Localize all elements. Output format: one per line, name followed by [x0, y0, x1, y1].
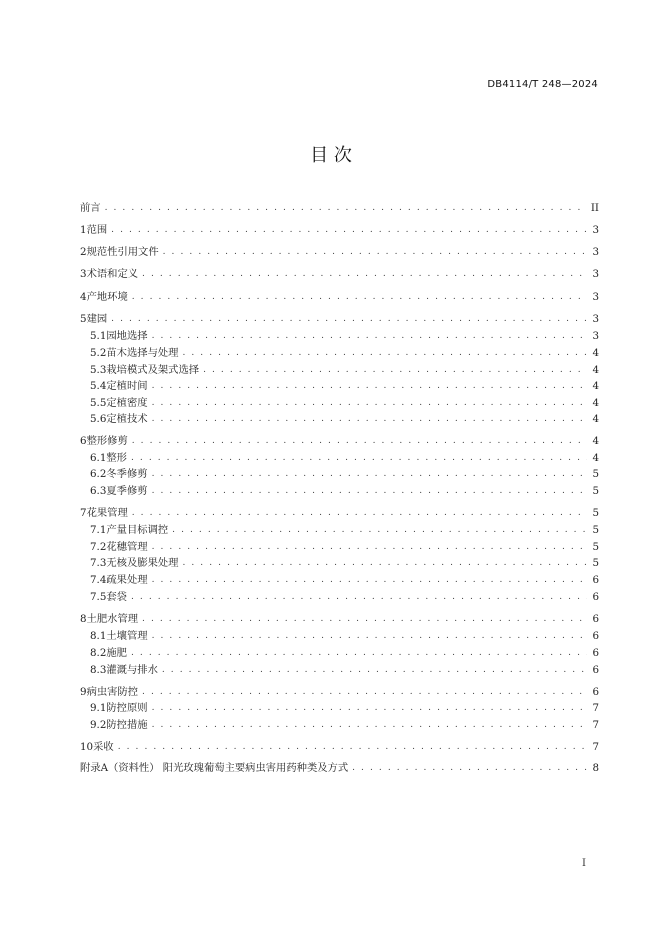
dot-leader: [203, 362, 587, 378]
toc-entry[interactable]: [80, 760, 599, 776]
dot-leader: [182, 345, 587, 361]
toc-entry[interactable]: [80, 362, 599, 378]
toc-entry-number: 7.4: [90, 574, 107, 586]
toc-entry-page: 5: [592, 468, 599, 480]
toc-entry[interactable]: [80, 684, 599, 700]
dot-leader: [162, 662, 587, 678]
toc-entry[interactable]: [80, 266, 599, 282]
toc-entry-label: 栽培模式及架式选择: [106, 364, 200, 376]
toc-entry-page: 3: [592, 224, 599, 236]
toc-entry-number: 8: [80, 613, 87, 625]
toc-entry-page: 6: [592, 591, 599, 603]
toc-entry-number: 1: [80, 224, 87, 236]
toc-entry[interactable]: [80, 289, 599, 305]
toc-entry-page: 3: [592, 291, 599, 303]
dot-leader: [352, 760, 587, 776]
dot-leader: [132, 505, 587, 521]
toc-entry-label: 规范性引用文件: [86, 246, 159, 258]
dot-leader: [182, 555, 587, 571]
dot-leader: [152, 717, 587, 733]
toc-entry-page: 8: [592, 762, 599, 774]
toc-entry-page: 4: [592, 364, 599, 376]
toc-entry-page: 5: [592, 507, 599, 519]
dot-leader: [131, 450, 587, 466]
dot-leader: [163, 244, 587, 260]
toc-entry-number: 7.3: [90, 557, 107, 569]
toc-entry-label: 土壤管理: [106, 630, 148, 642]
toc-entry-label: 病虫害防控: [86, 686, 139, 698]
toc-entry-number: 5.3: [90, 364, 107, 376]
toc-entry-label: 术语和定义: [86, 268, 139, 280]
toc-entry-page: 4: [592, 413, 599, 425]
dot-leader: [111, 311, 587, 327]
toc-entry[interactable]: [80, 378, 599, 394]
toc-entry-number: 8.1: [90, 630, 107, 642]
dot-leader: [152, 466, 587, 482]
toc-entry-number: 6.2: [90, 468, 107, 480]
toc-entry[interactable]: [80, 345, 599, 361]
toc-entry-page: 3: [592, 268, 599, 280]
toc-entry-page: 5: [592, 557, 599, 569]
toc-entry-number: 2: [80, 246, 87, 258]
toc-entry[interactable]: [80, 222, 599, 238]
dot-leader: [105, 200, 587, 216]
dot-leader: [152, 328, 587, 344]
toc-entry[interactable]: [80, 611, 599, 627]
toc-entry-page: 4: [592, 452, 599, 464]
toc-entry[interactable]: [80, 483, 599, 499]
toc-entry[interactable]: [80, 572, 599, 588]
toc-entry[interactable]: [80, 628, 599, 644]
dot-leader: [152, 483, 587, 499]
dot-leader: [152, 539, 587, 555]
toc-entry-number: 5.5: [90, 397, 107, 409]
toc-entry-page: 3: [592, 313, 599, 325]
toc-entry-page: 4: [592, 397, 599, 409]
dot-leader: [131, 589, 587, 605]
toc-entry-page: 4: [592, 347, 599, 359]
toc-entry-number: 7.5: [90, 591, 107, 603]
toc-entry-label: 产量目标调控: [106, 524, 169, 536]
document-code: DB4114/T 248—2024: [487, 79, 598, 90]
toc-entry-label: 花果管理: [86, 507, 128, 519]
toc-entry[interactable]: [80, 433, 599, 449]
toc-entry-page: 6: [592, 686, 599, 698]
toc-entry-page: 6: [592, 574, 599, 586]
toc-entry[interactable]: [80, 717, 599, 733]
dot-leader: [132, 433, 587, 449]
toc-entry-label: 定植技术: [106, 413, 148, 425]
toc-entry[interactable]: [80, 411, 599, 427]
toc-entry-number: 5: [80, 313, 87, 325]
toc-entry-number: 6: [80, 435, 87, 447]
dot-leader: [152, 700, 587, 716]
toc-entry-number: 7: [80, 507, 87, 519]
dot-leader: [152, 572, 587, 588]
toc-entry[interactable]: [80, 555, 599, 571]
toc-entry-label: 产地环境: [86, 291, 128, 303]
dot-leader: [172, 522, 587, 538]
page-number: I: [582, 858, 586, 869]
dot-leader: [132, 289, 587, 305]
dot-leader: [131, 645, 587, 661]
toc-entry[interactable]: [80, 311, 599, 327]
toc-entry[interactable]: [80, 700, 599, 716]
toc-entry-label: 冬季修剪: [106, 468, 148, 480]
toc-entry-label: 前言: [80, 202, 101, 214]
toc-entry-number: 7.1: [90, 524, 107, 536]
toc-entry-page: 6: [592, 613, 599, 625]
toc-entry-page: 7: [592, 702, 599, 714]
toc-entry-number: 5.2: [90, 347, 107, 359]
toc-entry-label: 无核及膨果处理: [106, 557, 179, 569]
toc-entry-label: 附录A（资料性） 阳光玫瑰葡萄主要病虫害用药种类及方式: [80, 762, 349, 774]
dot-leader: [111, 222, 587, 238]
toc-entry-page: 3: [592, 330, 599, 342]
toc-entry[interactable]: [80, 466, 599, 482]
toc-entry-page: II: [590, 202, 599, 214]
toc-entry[interactable]: [80, 328, 599, 344]
toc-entry-page: 3: [592, 246, 599, 258]
toc-entry-number: 4: [80, 291, 87, 303]
toc-entry-label: 采收: [93, 741, 114, 753]
toc-entry-label: 园地选择: [106, 330, 148, 342]
toc-entry-page: 7: [592, 719, 599, 731]
toc-entry-page: 4: [592, 380, 599, 392]
toc-entry[interactable]: [80, 539, 599, 555]
toc-entry[interactable]: [80, 589, 599, 605]
toc-entry-label: 疏果处理: [106, 574, 148, 586]
dot-leader: [118, 739, 587, 755]
toc-entry-label: 范围: [86, 224, 108, 236]
toc-entry-label: 防控措施: [106, 719, 148, 731]
toc-entry[interactable]: [80, 450, 599, 466]
toc-entry[interactable]: [80, 645, 599, 661]
toc-entry[interactable]: [80, 505, 599, 521]
toc-entry-page: 5: [592, 541, 599, 553]
toc-entry-label: 土肥水管理: [86, 613, 139, 625]
toc-entry-number: 9.1: [90, 702, 107, 714]
dot-leader: [142, 611, 587, 627]
toc-entry[interactable]: [80, 395, 599, 411]
toc-entry[interactable]: [80, 244, 599, 260]
toc-entry-label: 定植密度: [106, 397, 148, 409]
toc-entry-number: 10: [80, 741, 94, 753]
toc-entry-label: 施肥: [106, 647, 127, 659]
toc-entry-number: 6.3: [90, 485, 107, 497]
dot-leader: [142, 684, 587, 700]
toc-entry-label: 防控原则: [106, 702, 148, 714]
page-title: 目 次: [310, 145, 352, 166]
toc-entry-label: 整形: [106, 452, 127, 464]
toc-entry-number: 6.1: [90, 452, 107, 464]
toc-entry-page: 4: [592, 435, 599, 447]
toc-entry-number: 9.2: [90, 719, 107, 731]
toc-entry[interactable]: [80, 739, 599, 755]
toc-entry-number: 8.3: [90, 664, 107, 676]
dot-leader: [152, 395, 587, 411]
toc-entry-page: 7: [592, 741, 599, 753]
toc-entry[interactable]: [80, 522, 599, 538]
toc-entry-number: 9: [80, 686, 87, 698]
toc-entry-number: 8.2: [90, 647, 107, 659]
toc-entry-number: 5.6: [90, 413, 107, 425]
toc-entry-label: 灌溉与排水: [106, 664, 158, 676]
dot-leader: [152, 628, 587, 644]
toc-entry-number: 7.2: [90, 541, 107, 553]
toc-entry-page: 5: [592, 524, 599, 536]
toc-entry[interactable]: [80, 200, 599, 216]
toc-entry-label: 套袋: [106, 591, 127, 603]
toc-entry-label: 花穗管理: [106, 541, 148, 553]
toc-entry-page: 6: [592, 630, 599, 642]
toc-entry-page: 6: [592, 647, 599, 659]
toc-entry-label: 建园: [86, 313, 108, 325]
toc-entry-number: 5.4: [90, 380, 107, 392]
toc-entry-number: 3: [80, 268, 87, 280]
toc-entry-page: 5: [592, 485, 599, 497]
toc-entry-label: 苗木选择与处理: [106, 347, 179, 359]
dot-leader: [152, 411, 587, 427]
toc-entry[interactable]: [80, 662, 599, 678]
dot-leader: [152, 378, 587, 394]
toc-entry-number: 5.1: [90, 330, 107, 342]
toc-entry-label: 定植时间: [106, 380, 148, 392]
toc-entry-label: 整形修剪: [86, 435, 128, 447]
toc-entry-page: 6: [592, 664, 599, 676]
toc-entry-label: 夏季修剪: [106, 485, 148, 497]
dot-leader: [142, 266, 587, 282]
